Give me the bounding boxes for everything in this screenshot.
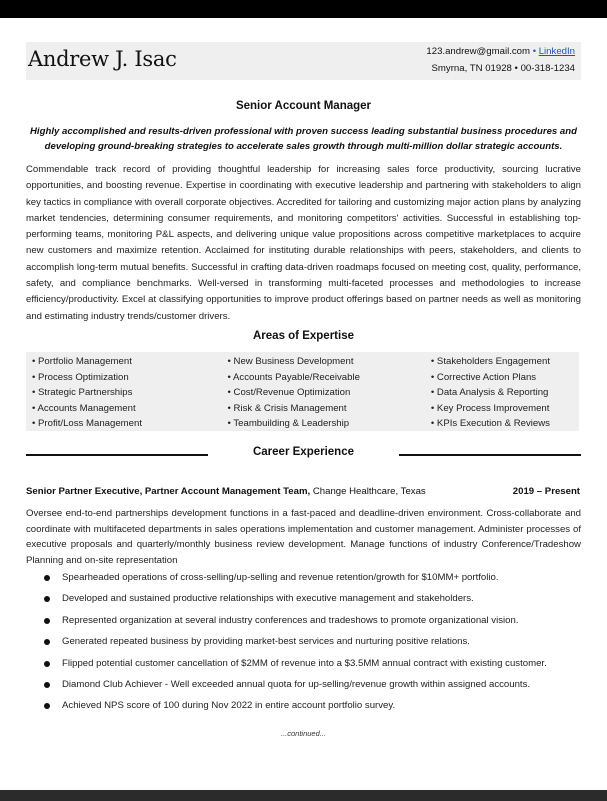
expertise-column (228, 354, 431, 431)
achievement-item: Generated repeated business by providing market-best services and nurturing positive relations. (44, 636, 584, 657)
expertise-item: • Profit/Loss Management (32, 418, 143, 430)
expertise-item: • Key Process Improvement (430, 402, 550, 414)
separator-dot: • (532, 46, 539, 57)
divider-rule (399, 454, 581, 456)
achievement-item: Spearheaded operations of cross-selling/up-selling and revenue retention/growth for $10MM+ portfolio. (44, 572, 584, 593)
expertise-item: • New Business Development (227, 356, 354, 367)
bottom-bar (0, 790, 607, 801)
contact-line-email (426, 46, 575, 57)
job-position: Senior Partner Executive, Partner Account Management Team, (26, 486, 311, 497)
expertise-item: • Corrective Action Plans (430, 371, 537, 383)
career-heading: Career Experience (252, 446, 354, 458)
expertise-item: • Accounts Management (32, 402, 136, 414)
expertise-item: • Strategic Partnerships (32, 387, 133, 399)
job-dates: 2019 – Present (512, 486, 580, 497)
achievement-item: Flipped potential customer cancellation of $2MM of revenue into a $3.5MM annual contract with existing customer. (44, 658, 584, 679)
job-company: Change Healthcare, Texas (312, 486, 426, 497)
expertise-item: • KPIs Execution & Reviews (430, 418, 550, 430)
tagline: Highly accomplished and results-driven professional with proven success leading substantial business procedures and developing ground-breaking strategies to accelerate sales growth through multi-million dollar strategic accounts. (30, 126, 577, 152)
expertise-item: • Teambuilding & Leadership (227, 418, 350, 430)
linkedin-link[interactable]: LinkedIn (538, 46, 575, 57)
expertise-item: • Accounts Payable/Receivable (227, 371, 360, 383)
separator-dot: • (514, 63, 521, 74)
achievement-item: Diamond Club Achiever - Well exceeded annual quota for up-selling/revenue growth within assigned accounts. (44, 679, 584, 700)
achievement-item: Achieved NPS score of 100 during Nov 2022 in entire account portfolio survey. (44, 700, 584, 721)
professional-summary: Commendable track record of providing thoughtful leadership for increasing sales force productivity, sourcing lucrative opportunities, and boosting revenue. Expertise in coordinating with executive leadership and partnering with stakeholders to align key tactics in compliance with overall corporate objectives. Accredited for tailoring and customizing major action plans by analyzing market tendencies, determining consumer requirements, and monitoring competitors' activities. Successful in establishing top-performing teams, monitoring P&L aspects, and delivering unique value propositions across competitive marketplaces to acquire new customers and maximize retention. Acclaimed for instituting durable relationships with peers, stakeholders, and clients to accomplish long-term mutual benefits. Successful in crafting data-driven roadmaps focused on meeting cost, quality, performance, safety, and compliance benchmarks. Well-versed in transforming multi-faceted processes and methodologies to increase efficiency/productivity. Excel at classifying opportunities to improve product offerings based on partner needs as well as monitoring and estimating industry trends/customer drivers. (26, 164, 581, 322)
candidate-name: Andrew J. Isac (28, 47, 177, 71)
career-heading-row (26, 445, 581, 463)
expertise-box (26, 352, 579, 431)
resume-page (0, 18, 607, 790)
expertise-item: • Data Analysis & Reporting (430, 387, 549, 399)
achievement-item: Developed and sustained productive relationships with executive management and stakeholders. (44, 593, 584, 614)
expertise-column (32, 354, 228, 431)
expertise-item: • Process Optimization (32, 371, 129, 383)
contact-line-location (432, 63, 575, 74)
expertise-heading: Areas of Expertise (253, 330, 354, 342)
expertise-item: • Cost/Revenue Optimization (227, 387, 351, 399)
phone-text: 00-318-1234 (520, 63, 575, 74)
job-header (26, 486, 580, 497)
expertise-item: • Risk & Crisis Management (227, 402, 347, 414)
job-description: Oversee end-to-end partnerships development functions in a fast-paced and deadline-driven environment. Cross-collaborate and coordinate with multifaceted departments in sales operations implementation and customer management. Administer processes of executive proposals and quarterly/monthly business review development. Manage functions of industry Conference/Tradeshow Planning and on-site representation (26, 508, 581, 566)
expertise-column (431, 354, 579, 431)
expertise-item: • Stakeholders Engagement (430, 356, 550, 367)
achievement-item: Represented organization at several industry conferences and tradeshows to promote organizational vision. (44, 615, 584, 636)
achievement-list (44, 572, 584, 722)
location-text: Smyrna, TN 01928 (431, 63, 512, 74)
resume-header (26, 42, 581, 80)
job-target-title: Senior Account Manager (235, 100, 372, 112)
email-text: 123.andrew@gmail.com (426, 46, 531, 57)
expertise-item: • Portfolio Management (32, 356, 132, 367)
continued-note: ...continued... (280, 729, 327, 738)
